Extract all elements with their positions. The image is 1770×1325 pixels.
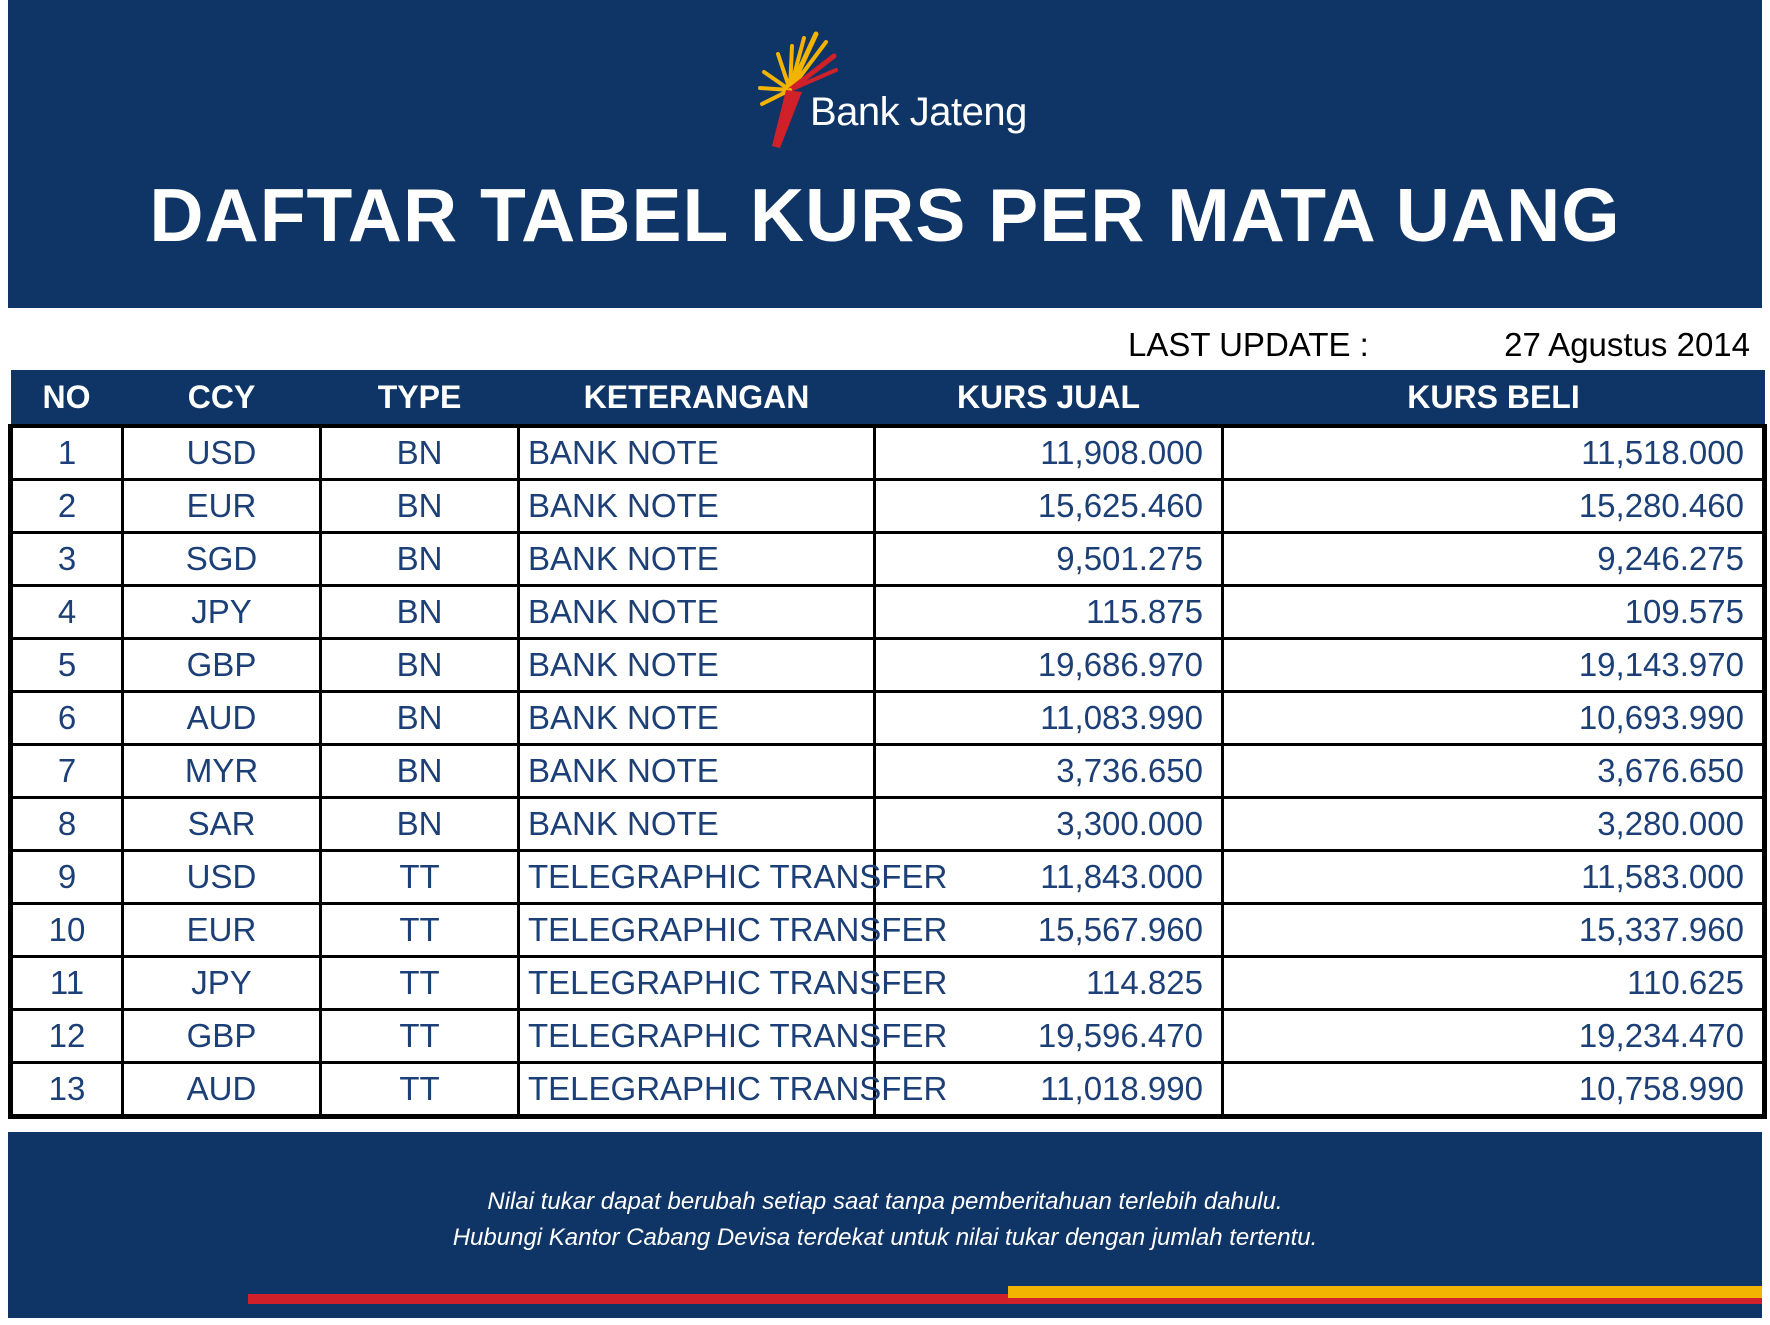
table-header-row <box>11 370 1765 426</box>
exchange-rate-table <box>8 370 1767 1119</box>
cell-ccy: JPY <box>123 957 321 1010</box>
cell-ccy: EUR <box>123 904 321 957</box>
cell-kurs-beli: 15,337.960 <box>1223 904 1765 957</box>
table-row <box>11 1010 1765 1063</box>
cell-kurs-jual: 9,501.275 <box>875 533 1223 586</box>
cell-kurs-jual: 11,083.990 <box>875 692 1223 745</box>
cell-kurs-jual: 11,018.990 <box>875 1063 1223 1117</box>
cell-kurs-beli: 110.625 <box>1223 957 1765 1010</box>
header-ccy: CCY <box>123 370 321 426</box>
cell-no: 10 <box>11 904 123 957</box>
cell-type: BN <box>321 798 519 851</box>
cell-kurs-jual: 115.875 <box>875 586 1223 639</box>
cell-ccy: MYR <box>123 745 321 798</box>
cell-kurs-jual: 15,567.960 <box>875 904 1223 957</box>
cell-keterangan: BANK NOTE <box>519 692 875 745</box>
cell-kurs-beli: 15,280.460 <box>1223 480 1765 533</box>
cell-ccy: GBP <box>123 1010 321 1063</box>
cell-type: BN <box>321 533 519 586</box>
cell-kurs-beli: 9,246.275 <box>1223 533 1765 586</box>
cell-kurs-jual: 19,686.970 <box>875 639 1223 692</box>
cell-no: 8 <box>11 798 123 851</box>
cell-kurs-jual: 3,736.650 <box>875 745 1223 798</box>
cell-keterangan: TELEGRAPHIC TRANSFER <box>519 904 875 957</box>
bank-logo <box>756 28 1046 153</box>
table-row <box>11 586 1765 639</box>
cell-type: TT <box>321 851 519 904</box>
cell-keterangan: TELEGRAPHIC TRANSFER <box>519 957 875 1010</box>
decorative-stripe-red-2 <box>1008 1298 1762 1304</box>
cell-type: BN <box>321 480 519 533</box>
table-row <box>11 851 1765 904</box>
cell-no: 7 <box>11 745 123 798</box>
cell-ccy: SGD <box>123 533 321 586</box>
cell-keterangan: TELEGRAPHIC TRANSFER <box>519 1010 875 1063</box>
cell-kurs-jual: 3,300.000 <box>875 798 1223 851</box>
cell-type: BN <box>321 692 519 745</box>
cell-keterangan: TELEGRAPHIC TRANSFER <box>519 1063 875 1117</box>
table-row <box>11 904 1765 957</box>
cell-keterangan: BANK NOTE <box>519 426 875 480</box>
cell-keterangan: TELEGRAPHIC TRANSFER <box>519 851 875 904</box>
cell-type: BN <box>321 426 519 480</box>
cell-no: 11 <box>11 957 123 1010</box>
cell-keterangan: BANK NOTE <box>519 480 875 533</box>
cell-type: TT <box>321 1063 519 1117</box>
cell-kurs-jual: 11,843.000 <box>875 851 1223 904</box>
cell-ccy: EUR <box>123 480 321 533</box>
cell-kurs-jual: 11,908.000 <box>875 426 1223 480</box>
header-kurs-jual: KURS JUAL <box>875 370 1223 426</box>
page-title: DAFTAR TABEL KURS PER MATA UANG <box>149 173 1621 257</box>
cell-type: TT <box>321 1010 519 1063</box>
cell-kurs-jual: 114.825 <box>875 957 1223 1010</box>
cell-no: 2 <box>11 480 123 533</box>
cell-no: 1 <box>11 426 123 480</box>
cell-keterangan: BANK NOTE <box>519 586 875 639</box>
disclaimer-line-2: Hubungi Kantor Cabang Devisa terdekat untuk nilai tukar dengan jumlah tertentu. <box>452 1224 1318 1251</box>
footer-banner <box>8 1132 1762 1318</box>
table-row <box>11 639 1765 692</box>
cell-kurs-jual: 15,625.460 <box>875 480 1223 533</box>
cell-keterangan: BANK NOTE <box>519 639 875 692</box>
cell-kurs-beli: 10,693.990 <box>1223 692 1765 745</box>
cell-type: BN <box>321 586 519 639</box>
table-row <box>11 1063 1765 1117</box>
cell-no: 9 <box>11 851 123 904</box>
header-kurs-beli: KURS BELI <box>1223 370 1765 426</box>
cell-kurs-jual: 19,596.470 <box>875 1010 1223 1063</box>
table-row <box>11 426 1765 480</box>
cell-no: 4 <box>11 586 123 639</box>
table-row <box>11 745 1765 798</box>
table-row <box>11 798 1765 851</box>
table-row <box>11 957 1765 1010</box>
cell-ccy: USD <box>123 426 321 480</box>
cell-kurs-beli: 11,518.000 <box>1223 426 1765 480</box>
table-row <box>11 480 1765 533</box>
cell-type: TT <box>321 957 519 1010</box>
header-banner <box>8 0 1762 308</box>
header-keterangan: KETERANGAN <box>519 370 875 426</box>
disclaimer-line-1: Nilai tukar dapat berubah setiap saat tanpa pemberitahuan terlebih dahulu. <box>487 1188 1283 1215</box>
cell-keterangan: BANK NOTE <box>519 798 875 851</box>
cell-kurs-beli: 3,676.650 <box>1223 745 1765 798</box>
cell-kurs-beli: 109.575 <box>1223 586 1765 639</box>
cell-ccy: SAR <box>123 798 321 851</box>
cell-ccy: USD <box>123 851 321 904</box>
header-type: TYPE <box>321 370 519 426</box>
cell-no: 5 <box>11 639 123 692</box>
cell-kurs-beli: 19,143.970 <box>1223 639 1765 692</box>
cell-keterangan: BANK NOTE <box>519 533 875 586</box>
table-row <box>11 533 1765 586</box>
cell-no: 13 <box>11 1063 123 1117</box>
cell-type: BN <box>321 745 519 798</box>
cell-keterangan: BANK NOTE <box>519 745 875 798</box>
cell-ccy: AUD <box>123 1063 321 1117</box>
cell-kurs-beli: 3,280.000 <box>1223 798 1765 851</box>
cell-ccy: JPY <box>123 586 321 639</box>
decorative-stripe-red <box>248 1294 1008 1304</box>
last-update-label: LAST UPDATE : <box>1128 326 1369 363</box>
table-row <box>11 692 1765 745</box>
cell-ccy: AUD <box>123 692 321 745</box>
header-no: NO <box>11 370 123 426</box>
cell-type: BN <box>321 639 519 692</box>
cell-kurs-beli: 11,583.000 <box>1223 851 1765 904</box>
bank-name: Bank Jateng <box>810 90 1027 134</box>
cell-no: 12 <box>11 1010 123 1063</box>
last-update-date: 27 Agustus 2014 <box>1504 326 1750 363</box>
cell-ccy: GBP <box>123 639 321 692</box>
cell-type: TT <box>321 904 519 957</box>
cell-no: 6 <box>11 692 123 745</box>
cell-kurs-beli: 19,234.470 <box>1223 1010 1765 1063</box>
cell-no: 3 <box>11 533 123 586</box>
cell-kurs-beli: 10,758.990 <box>1223 1063 1765 1117</box>
